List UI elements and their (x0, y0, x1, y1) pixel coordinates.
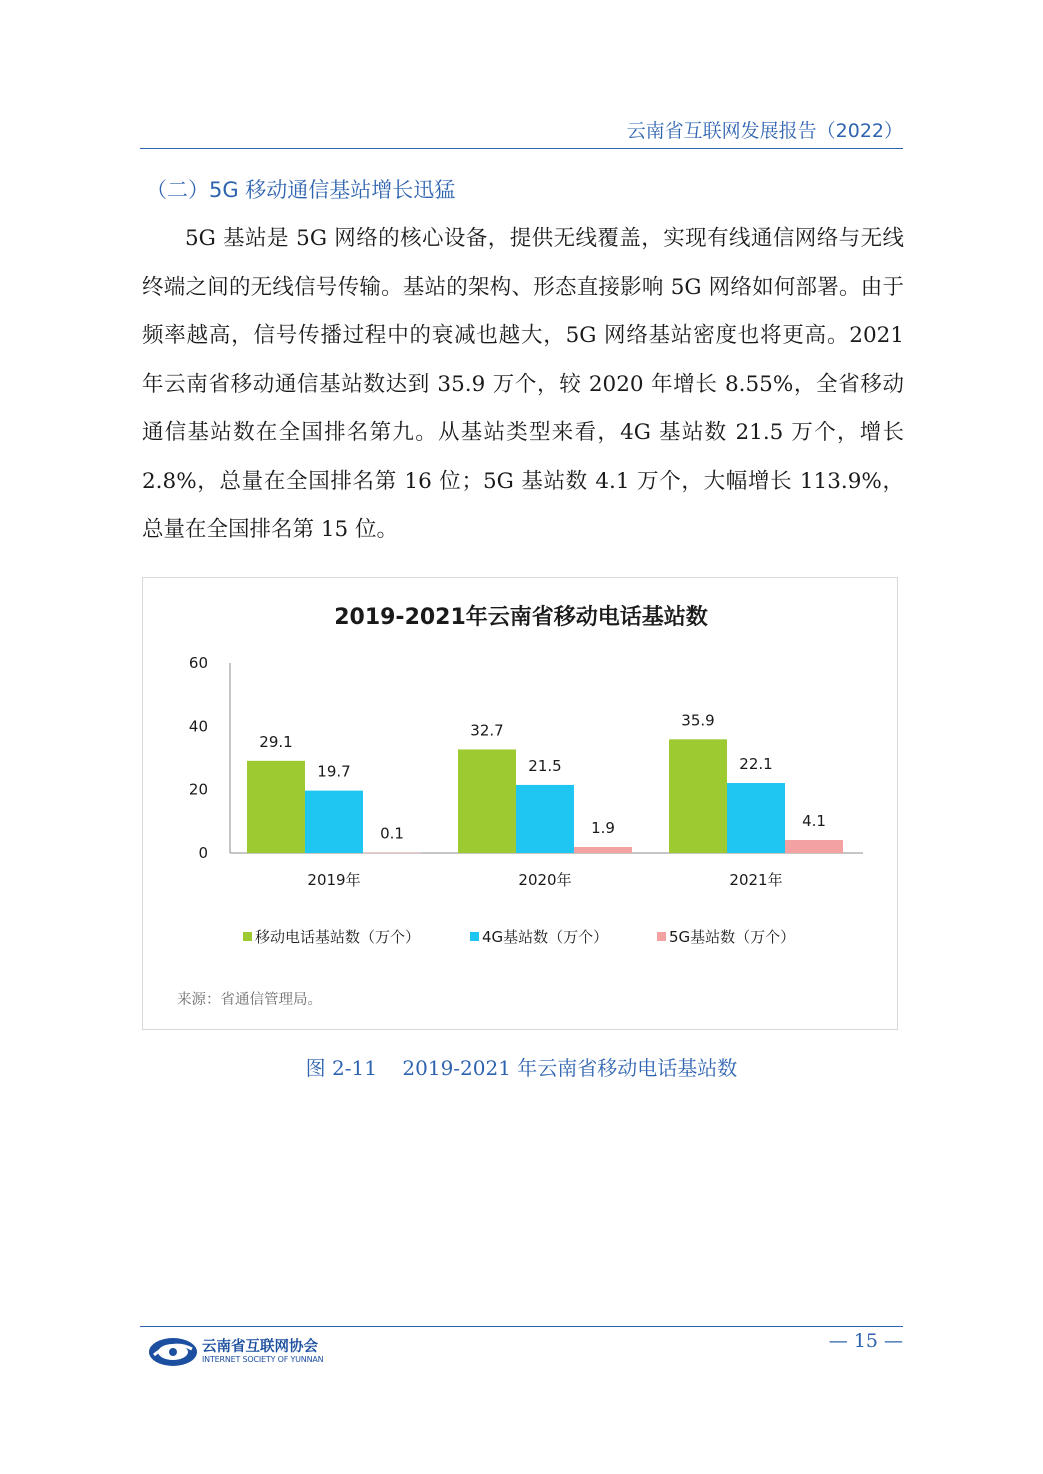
y-tick-label: 20 (188, 780, 208, 799)
data-label: 29.1 (259, 732, 293, 751)
x-tick-label: 2019年 (307, 871, 361, 889)
data-label: 4.1 (802, 812, 826, 831)
chart-figure (142, 577, 898, 1030)
data-label: 35.9 (681, 711, 715, 730)
legend-swatch (657, 932, 666, 941)
page-number: — 15 — (828, 1330, 903, 1352)
bar (305, 791, 363, 853)
x-tick-label: 2021年 (729, 871, 783, 889)
association-emblem-icon (148, 1335, 198, 1369)
bar (247, 761, 305, 853)
data-label: 32.7 (470, 721, 504, 740)
bar (727, 783, 785, 853)
bar (516, 785, 574, 853)
y-tick-label: 0 (198, 844, 208, 862)
legend-label: 4G基站数（万个） (482, 928, 609, 946)
data-label: 1.9 (591, 818, 615, 837)
legend-swatch (243, 932, 252, 941)
x-tick-label: 2020年 (518, 871, 572, 889)
body-paragraph: 5G 基站是 5G 网络的核心设备，提供无线覆盖，实现有线通信网络与无线终端之间的无线信号传输。基站的架构、形态直接影响 5G 网络如何部署。由于频率越高，信号传播过程中的衰减也越大，5G 网络基站密度也将更高。2021 年云南省移动通信基站数达到 35.9 万个，较 2020 年增长 8.55%，全省移动通信基站数在全国排名第九。从基站类型来看，4G 基站数 21.5 万个，增长 2.8%，总量在全国排名第 16 位；5G 基站数 4.1 万个，大幅增长 113.9%，总量在全国排名第 15 位。 (142, 226, 904, 542)
bar (363, 853, 421, 854)
legend-label: 5G基站数（万个） (669, 928, 796, 946)
association-name: 云南省互联网协会 (202, 1339, 318, 1355)
y-tick-label: 60 (188, 654, 208, 672)
data-label: 19.7 (317, 762, 351, 781)
section-heading: （二）5G 移动通信基站增长迅猛 (146, 178, 456, 202)
legend-swatch (470, 932, 479, 941)
figure-caption: 图 2-11 2019-2021 年云南省移动电话基站数 (305, 1056, 738, 1080)
data-label: 21.5 (528, 756, 562, 775)
running-header-title: 云南省互联网发展报告（2022） (626, 120, 903, 142)
bar (574, 847, 632, 853)
source-note: 来源：省通信管理局。 (177, 992, 322, 1008)
chart-title: 2019-2021年云南省移动电话基站数 (334, 605, 708, 630)
association-logo (148, 1335, 348, 1371)
bar-chart (143, 578, 899, 1031)
bar (458, 749, 516, 853)
association-name-en: INTERNET SOCIETY OF YUNNAN (202, 1355, 324, 1364)
data-label: 0.1 (380, 824, 404, 843)
y-tick-label: 40 (188, 717, 208, 736)
legend-label: 移动电话基站数（万个） (255, 928, 421, 946)
header-divider (140, 148, 903, 149)
bar (785, 840, 843, 853)
bar (669, 739, 727, 853)
data-label: 22.1 (739, 755, 773, 774)
footer-divider (140, 1326, 903, 1327)
